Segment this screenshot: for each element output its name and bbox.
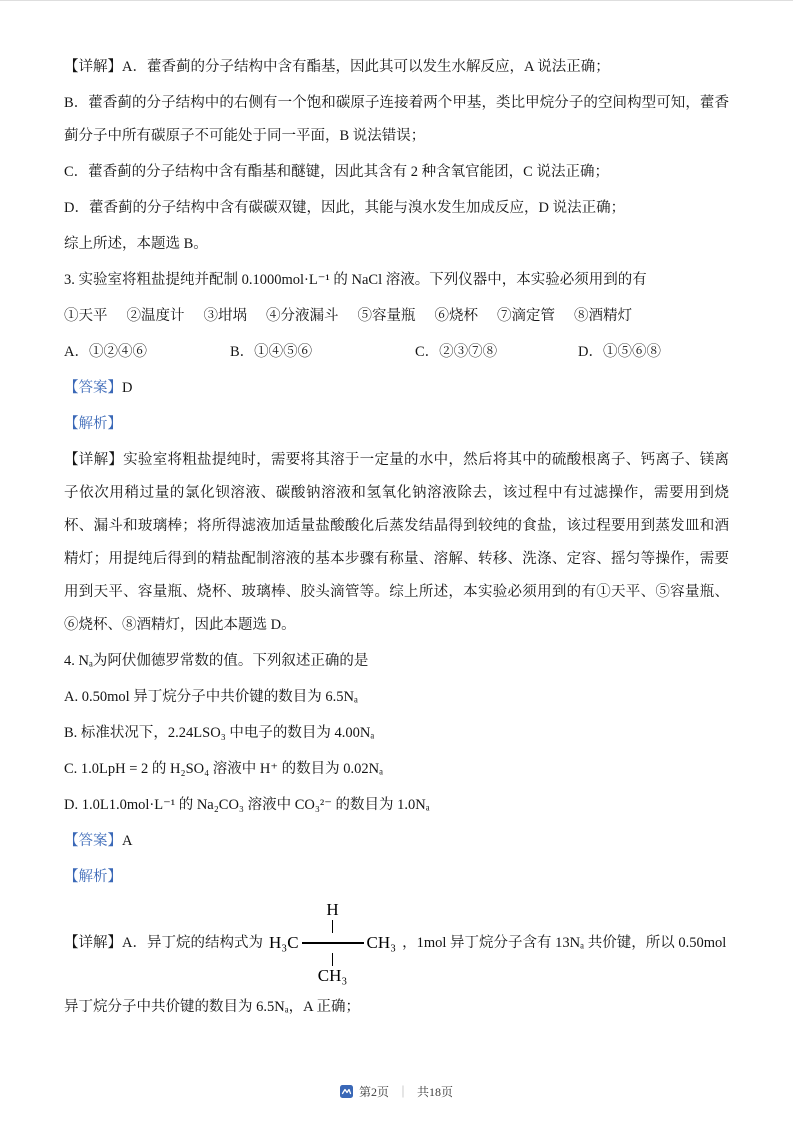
instrument-item: ⑤容量瓶 xyxy=(357,308,416,324)
q4-option-d: D. 1.0L1.0mol·L⁻¹ 的 Na₂CO₃ 溶液中 CO₃²⁻ 的数目为 1.0Nₐ xyxy=(64,797,430,813)
structure-atom-right: CH₃ xyxy=(366,933,397,952)
instrument-item: ⑦滴定管 xyxy=(497,308,555,324)
instrument-item: ①天平 xyxy=(64,308,108,324)
q3-instrument-list xyxy=(64,300,729,333)
structure-atom-bottom: CH₃ xyxy=(317,966,348,985)
q3-answer-value: D xyxy=(122,380,133,396)
structure-atom-left: H₃C xyxy=(268,933,299,952)
q3-answer-label: 【答案】 xyxy=(64,380,122,396)
instrument-item: ②温度计 xyxy=(126,308,185,324)
instrument-item: ⑥烧杯 xyxy=(434,308,478,324)
footer-page-number: 第2页 xyxy=(358,1085,389,1099)
q4-analysis-line xyxy=(64,861,729,894)
q3-option-d: D．①⑤⑥⑧ xyxy=(578,344,661,360)
q2-detail-line-b: B．藿香蓟的分子结构中的右侧有一个饱和碳原子连接着两个甲基，类比甲烷分子的空间构型可知，藿香蓟分子中所有碳原子不可能处于同一平面，B 说法错误； xyxy=(64,95,729,144)
q4-option-a: A. 0.50mol 异丁烷分子中共价键的数目为 6.5Nₐ xyxy=(64,689,358,705)
structure-atom-top: H xyxy=(326,900,339,919)
q3-option-b: B．①④⑤⑥ xyxy=(230,344,313,360)
isobutane-structure-diagram xyxy=(269,900,396,986)
q4-detail-line2: 异丁烷分子中共价键的数目为 6.5Nₐ，A 正确； xyxy=(64,999,360,1015)
q3-detail-paragraph: 【详解】实验室将粗盐提纯时，需要将其溶于一定量的水中，然后将其中的硫酸根离子、钙离子、镁离子依次用稍过量的氯化钡溶液、碳酸钠溶液和氢氧化钠溶液除去，该过程中有过滤操作，需要用到烧杯、漏斗和玻璃棒；将所得滤液加适量盐酸酸化后蒸发结晶得到较纯的食盐，该过程要用到蒸发皿和酒精灯；用提纯后得到的精盐配制溶液的基本步骤有称量、溶解、转移、洗涤、定容、摇匀等操作，需要用到天平、容量瓶、烧杯、玻璃棒、胶头滴管等。综上所述，本实验必须用到的有①天平、⑤容量瓶、⑥烧杯、⑧酒精灯，因此本题选 D。 xyxy=(64,452,729,633)
q4-stem: 4. Nₐ为阿伏伽德罗常数的值。下列叙述正确的是 xyxy=(64,653,369,669)
q4-detail-line1 xyxy=(64,898,729,988)
q4-answer-label: 【答案】 xyxy=(64,833,122,849)
q4-answer-line xyxy=(64,825,729,858)
q3-option-row xyxy=(64,336,729,369)
q3-analysis-line xyxy=(64,408,729,441)
vertical-bond-icon xyxy=(332,953,333,966)
page-footer xyxy=(0,1083,793,1100)
footer-logo-icon xyxy=(340,1085,353,1098)
q4-detail-prefix: 【详解】A．异丁烷的结构式为 xyxy=(64,934,263,951)
q2-conclusion: 综上所述，本题选 B。 xyxy=(64,236,208,252)
q4-option-b: B. 标准状况下，2.24LSO₃ 中电子的数目为 4.00Nₐ xyxy=(64,725,375,741)
instrument-item: ③坩埚 xyxy=(203,308,247,324)
structure-middle-row xyxy=(269,933,396,953)
q4-option-c: C. 1.0LpH = 2 的 H₂SO₄ 溶液中 H⁺ 的数目为 0.02Nₐ xyxy=(64,761,384,777)
q3-option-a: A．①②④⑥ xyxy=(64,344,147,360)
q4-detail-suffix: ，1mol 异丁烷分子含有 13Nₐ 共价键，所以 0.50mol xyxy=(402,934,727,951)
q3-stem: 3. 实验室将粗盐提纯并配制 0.1000mol·L⁻¹ 的 NaCl 溶液。下列仪器中，本实验必须用到的有 xyxy=(64,272,647,288)
footer-total-pages: 共18页 xyxy=(417,1085,454,1099)
footer-divider: ｜ xyxy=(396,1085,409,1099)
q3-option-c: C．②③⑦⑧ xyxy=(415,344,498,360)
q3-answer-line xyxy=(64,372,729,405)
q2-detail-line-c: C．藿香蓟的分子结构中含有酯基和醚键，因此其含有 2 种含氧官能团，C 说法正确； xyxy=(64,164,609,180)
q4-answer-value: A xyxy=(122,833,133,849)
q4-analysis-label: 【解析】 xyxy=(64,869,122,885)
instrument-item: ④分液漏斗 xyxy=(266,308,339,324)
vertical-bond-icon xyxy=(332,920,333,933)
q2-detail-line-a: 【详解】A．藿香蓟的分子结构中含有酯基，因此其可以发生水解反应，A 说法正确； xyxy=(64,59,610,75)
exam-answer-page xyxy=(0,1,793,1024)
instrument-item: ⑧酒精灯 xyxy=(574,308,632,324)
horizontal-bond-icon xyxy=(302,942,364,943)
q3-analysis-label: 【解析】 xyxy=(64,416,122,432)
q2-detail-line-d: D．藿香蓟的分子结构中含有碳碳双键，因此，其能与溴水发生加成反应，D 说法正确； xyxy=(64,200,626,216)
